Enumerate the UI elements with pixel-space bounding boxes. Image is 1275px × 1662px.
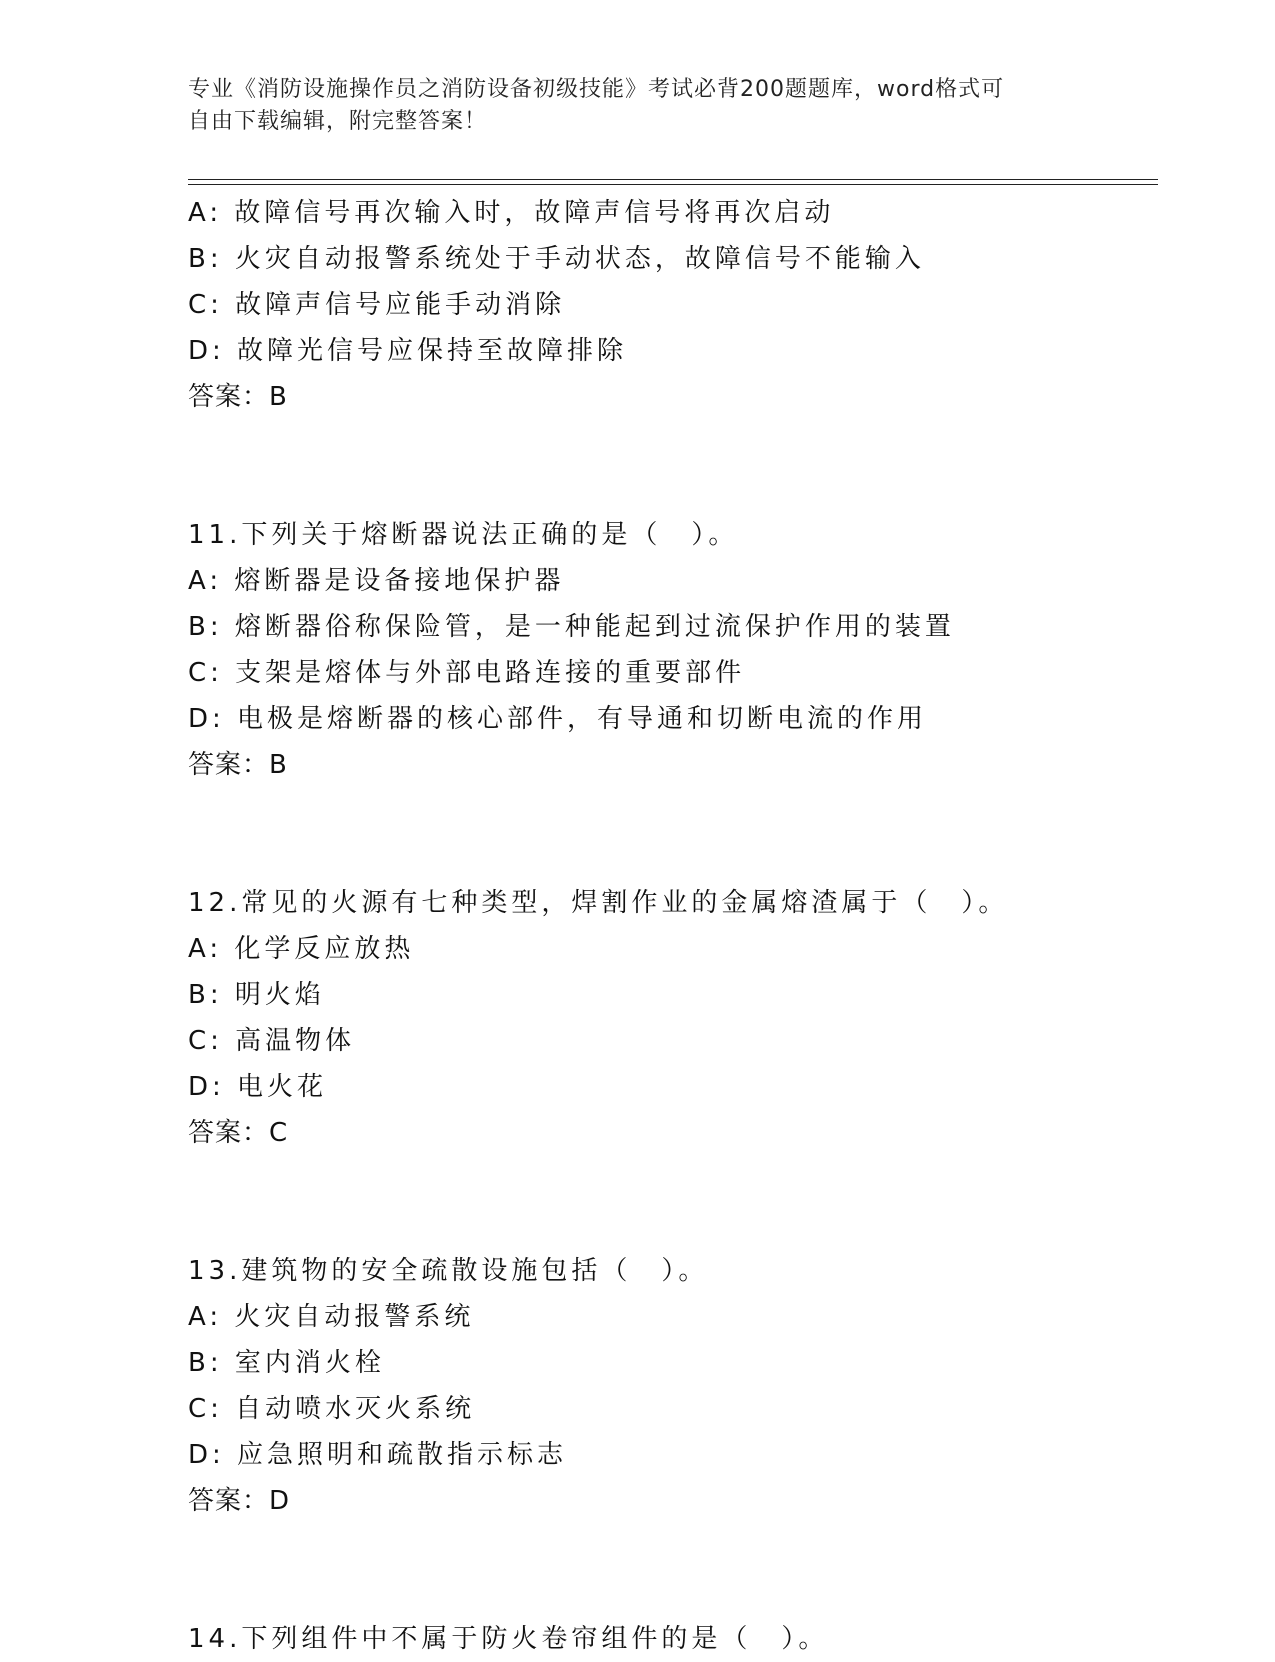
option-b: B: 熔断器俗称保险管，是一种能起到过流保护作用的装置 (188, 612, 955, 642)
option-c: C: 故障声信号应能手动消除 (188, 290, 566, 320)
option-a: A: 火灾自动报警系统 (188, 1302, 475, 1332)
question-12 (188, 880, 1168, 1156)
question-14 (188, 1616, 1168, 1662)
answer: 答案：C (188, 1118, 289, 1148)
header-line-1: 专业《消防设施操作员之消防设备初级技能》考试必背200题题库，word格式可 (188, 77, 1005, 102)
header-rule-top (188, 179, 1158, 180)
spacer (188, 788, 1168, 880)
question-13 (188, 1248, 1168, 1524)
option-a: A: 熔断器是设备接地保护器 (188, 566, 565, 596)
document-header (188, 74, 1088, 138)
option-b: B: 明火焰 (188, 980, 325, 1010)
question-stem: 13.建筑物的安全疏散设施包括（ ）。 (188, 1256, 709, 1286)
spacer (188, 1156, 1168, 1248)
option-a: A: 化学反应放热 (188, 934, 415, 964)
option-d: D: 故障光信号应保持至故障排除 (188, 336, 628, 366)
header-rule-bottom (188, 184, 1158, 185)
answer: 答案：B (188, 750, 288, 780)
option-b: B: 室内消火栓 (188, 1348, 385, 1378)
spacer (188, 1524, 1168, 1616)
question-stem: 11.下列关于熔断器说法正确的是（ ）。 (188, 520, 739, 550)
question-stem: 12.常见的火源有七种类型，焊割作业的金属熔渣属于（ ）。 (188, 888, 1009, 918)
header-line-2: 自由下载编辑，附完整答案！ (188, 109, 488, 134)
option-b: B: 火灾自动报警系统处于手动状态，故障信号不能输入 (188, 244, 925, 274)
spacer (188, 420, 1168, 512)
option-d: D: 电火花 (188, 1072, 328, 1102)
option-c: C: 支架是熔体与外部电路连接的重要部件 (188, 658, 746, 688)
option-c: C: 高温物体 (188, 1026, 356, 1056)
answer: 答案：D (188, 1486, 291, 1516)
question-stem: 14.下列组件中不属于防火卷帘组件的是（ ）。 (188, 1624, 829, 1654)
question-list (188, 190, 1168, 1662)
question-10-continued (188, 190, 1168, 420)
question-11 (188, 512, 1168, 788)
option-d: D: 应急照明和疏散指示标志 (188, 1440, 568, 1470)
option-c: C: 自动喷水灭火系统 (188, 1394, 476, 1424)
answer: 答案：B (188, 382, 288, 412)
option-a: A: 故障信号再次输入时，故障声信号将再次启动 (188, 198, 835, 228)
option-d: D: 电极是熔断器的核心部件，有导通和切断电流的作用 (188, 704, 928, 734)
